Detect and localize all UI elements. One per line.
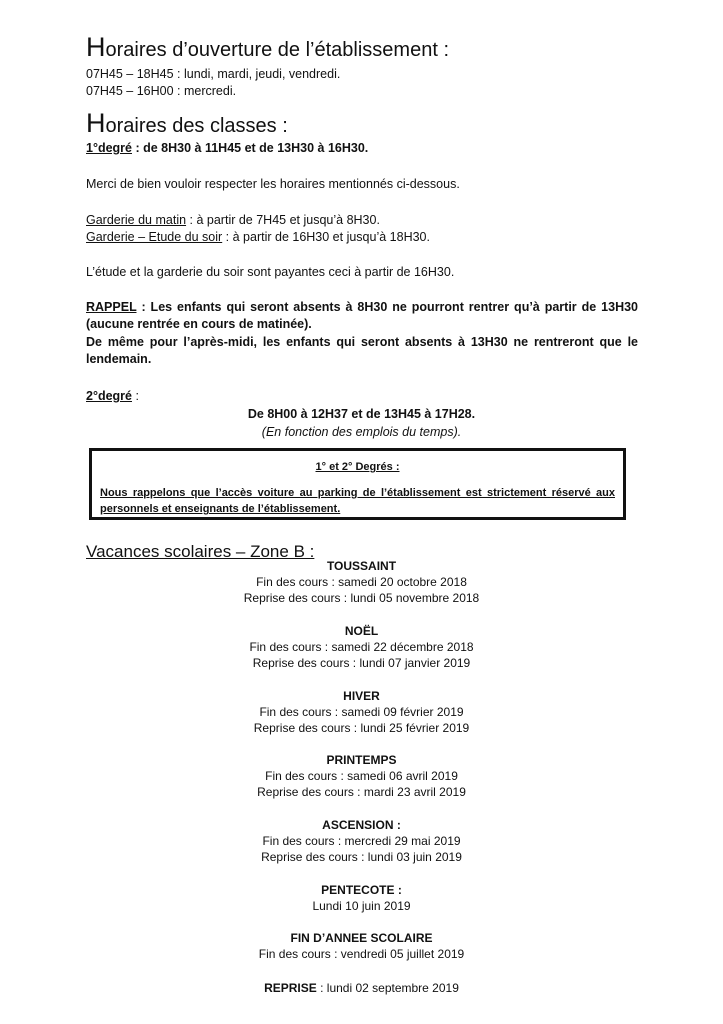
second-degree-colon: : [132, 389, 139, 403]
garderie-soir-label: Garderie – Etude du soir [86, 230, 223, 244]
period-line: Reprise des cours : lundi 03 juin 2019 [261, 850, 462, 864]
period-line: Fin des cours : vendredi 05 juillet 2019 [258, 947, 465, 961]
period-line: Reprise des cours : lundi 25 février 2019 [253, 721, 470, 735]
opening-title-cap: H [86, 32, 106, 62]
period-printemps [0, 753, 723, 800]
opening-title-rest: oraires d’ouverture de l’établissement : [105, 39, 450, 61]
garderie-matin-text: : à partir de 7H45 et jusqu’à 8H30. [186, 213, 380, 227]
period-name: ASCENSION : [322, 818, 401, 832]
period-line: Reprise des cours : lundi 05 novembre 2018 [243, 591, 480, 605]
period-name: NOËL [344, 624, 379, 638]
period-name: TOUSSAINT [326, 559, 397, 573]
class-hours-heading [86, 108, 288, 138]
first-degree-hours [86, 140, 368, 156]
classes-title-cap: H [86, 108, 106, 138]
rappel-text: : Les enfants qui seront absents à 8H30 ne pourront rentrer qu’à partir de 13H30 (aucune rentrée en cours de matinée). [86, 300, 638, 331]
reprise-text: : lundi 02 septembre 2019 [316, 981, 459, 995]
reprise-line [0, 980, 723, 996]
opening-hours-line-1: 07H45 – 18H45 : lundi, mardi, jeudi, vendredi. [86, 67, 341, 81]
period-name: FIN D’ANNEE SCOLAIRE [290, 931, 433, 945]
first-degree-label: 1°degré [86, 141, 132, 155]
parking-notice-box [89, 448, 626, 520]
vacances-heading: Vacances scolaires – Zone B : [86, 542, 315, 561]
period-line: Fin des cours : samedi 06 avril 2019 [265, 769, 458, 783]
period-line: Fin des cours : samedi 09 février 2019 [259, 705, 464, 719]
period-pentecote [0, 883, 723, 914]
first-degree-text: : de 8H30 à 11H45 et de 13H30 à 16H30. [132, 141, 369, 155]
garderie-matin-label: Garderie du matin [86, 213, 187, 227]
period-toussaint [0, 559, 723, 606]
period-line: Reprise des cours : lundi 07 janvier 2019 [252, 656, 471, 670]
period-ascension [0, 818, 723, 865]
classes-title-rest: oraires des classes : [105, 115, 288, 137]
period-name: PENTECOTE : [321, 883, 402, 897]
period-noel [0, 624, 723, 671]
period-name: HIVER [343, 689, 380, 703]
period-fin-annee [0, 931, 723, 962]
period-line: Fin des cours : samedi 20 octobre 2018 [256, 575, 467, 589]
reprise-label: REPRISE [264, 981, 317, 995]
payantes-text: L’étude et la garderie du soir sont payantes ceci à partir de 16H30. [86, 265, 455, 279]
second-degree-hours: De 8H00 à 12H37 et de 13H45 à 17H28. [247, 407, 476, 421]
period-name: PRINTEMPS [326, 753, 397, 767]
rappel-paragraph [86, 299, 638, 333]
second-degree-heading [86, 388, 139, 404]
opening-hours-line-2: 07H45 – 16H00 : mercredi. [86, 84, 237, 98]
rappel-label: RAPPEL [86, 300, 137, 314]
period-line: Fin des cours : samedi 22 décembre 2018 [249, 640, 474, 654]
de-meme-paragraph: De même pour l’après-midi, les enfants qui seront absents à 13H30 ne rentreront que le lendemain. [86, 335, 638, 366]
garderie-matin [86, 212, 380, 228]
merci-text: Merci de bien vouloir respecter les horaires mentionnés ci-dessous. [86, 177, 460, 191]
notice-text: Nous rappelons que l’accès voiture au parking de l’établissement est strictement réservé aux personnels et enseignants de l’établissement. [100, 487, 615, 515]
period-line: Fin des cours : mercredi 29 mai 2019 [262, 834, 461, 848]
period-hiver [0, 689, 723, 736]
second-degree-label: 2°degré [86, 389, 132, 403]
garderie-soir [86, 229, 430, 245]
period-line: Reprise des cours : mardi 23 avril 2019 [257, 785, 466, 799]
notice-title: 1° et 2° Degrés : [315, 461, 400, 473]
opening-hours-heading [86, 32, 450, 62]
garderie-soir-text: : à partir de 16H30 et jusqu’à 18H30. [222, 230, 430, 244]
period-line: Lundi 10 juin 2019 [312, 899, 411, 913]
second-degree-note: (En fonction des emplois du temps). [261, 425, 462, 439]
